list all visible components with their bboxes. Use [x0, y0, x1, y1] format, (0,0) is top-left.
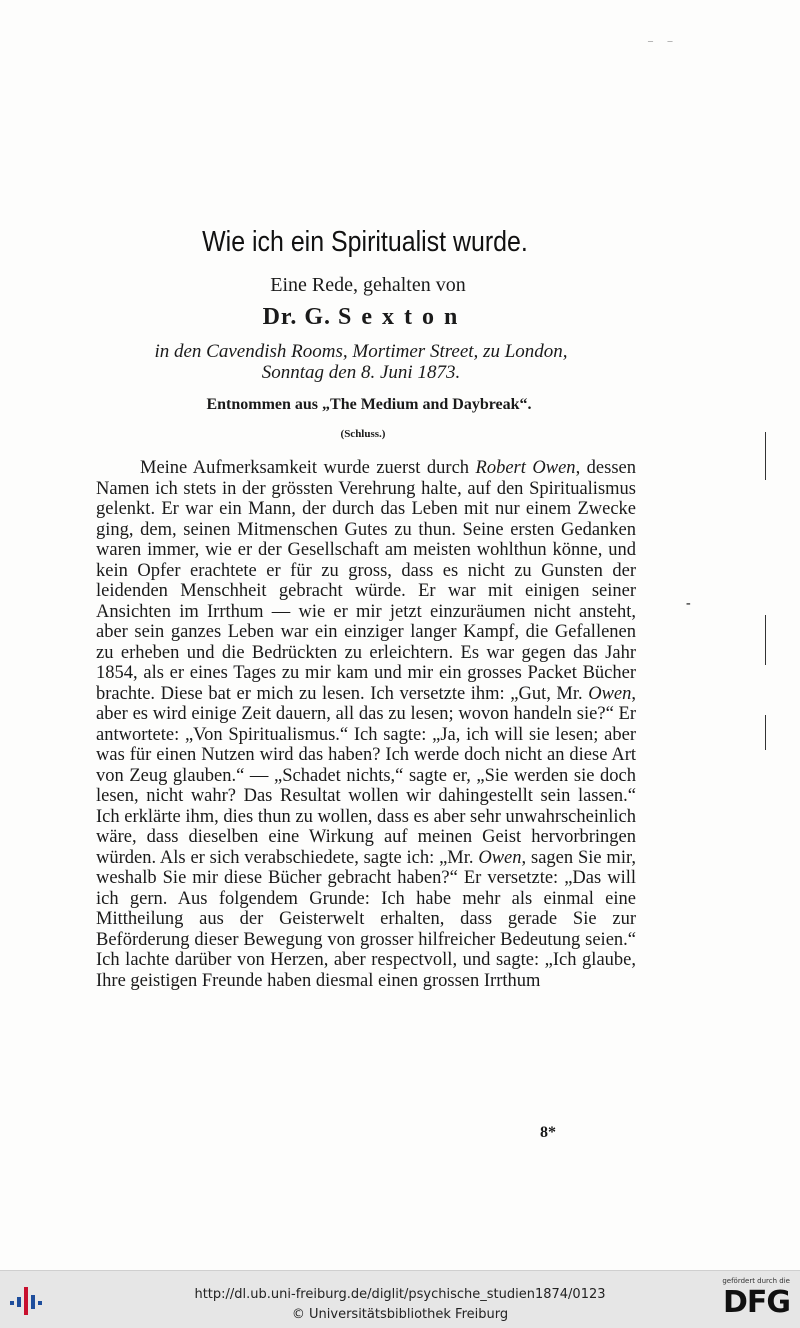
name-robert-owen: Robert Owen: [475, 458, 576, 478]
body-text-d: , sagen Sie mir, weshalb Sie mir diese Bücher gebracht haben?“ Er versetzte: „Das will ich gern. Aus folgendem Grunde: Ich habe mehr als einmal eine Mittheilung aus der Geisterwelt erhalten, dass gerade Sie zur Beförderung dieser Bewegung von grosser hilfreicher Bedeutung seien.“ Ich lachte darüber von Herzen, aber respectvoll, und sagte: „Ich glaube, Ihre geistigen Freunde haben diesmal einen grossen Irrthum: [96, 847, 636, 991]
corner-mark: – –: [648, 36, 679, 47]
venue: [0, 341, 722, 383]
document-url[interactable]: http://dl.ub.uni-freiburg.de/diglit/psychische_studien1874/0123: [194, 1287, 606, 1302]
margin-dot: -: [686, 596, 691, 611]
name-owen-1: Owen: [588, 683, 632, 704]
margin-line: [765, 715, 766, 750]
body-text-a: Meine Aufmerksamkeit wurde zuerst durch: [140, 458, 476, 478]
dfg-tagline: gefördert durch die: [722, 1277, 790, 1285]
article-author: [0, 304, 730, 331]
body-text-c: , aber es wird einige Zeit dauern, all das zu lesen; wovon handeln sie?“ Er antwortete: „Von Spiritualismus.“ Ich sagte: „Ja, ich will sie lesen; aber was für einen Nutzen wird das haben? Ich werde doch nicht an diese Art von Zeug glauben.“ — „Schadet nichts,“ sagte er, „Sie werden sie doch lesen, nicht wahr? Das Resultat wollen wir dahingestellt sein lassen.“ Ich erklärte ihm, dies thun zu wollen, dass es aber sehr unwahrscheinlich wäre, dass dieselben eine Wirkung auf meinen Geist hervorbringen würden. Als er sich verabschiedete, sagte ich: „Mr.: [96, 683, 636, 868]
margin-line: [765, 432, 766, 480]
copyright: © Universitätsbibliothek Freiburg: [291, 1307, 509, 1322]
name-owen-2: Owen: [478, 847, 522, 868]
dfg-logo-icon[interactable]: DFG: [722, 1285, 790, 1320]
article-title: Wie ich ein Spiritualist wurde.: [202, 226, 528, 258]
continuation-note: (Schluss.): [340, 428, 386, 440]
margin-line: [765, 615, 766, 665]
signature-mark: 8*: [540, 1124, 556, 1141]
viewer-footer: [0, 1270, 800, 1328]
author-prefix: Dr. G.: [262, 304, 332, 330]
author-name: Sexton: [338, 304, 468, 330]
source-note: Entnommen aus „The Medium and Daybreak“.: [206, 396, 532, 413]
venue-line-1: in den Cavendish Rooms, Mortimer Street, zu London,: [154, 341, 568, 362]
article-subtitle: Eine Rede, gehalten von: [270, 274, 466, 296]
body-text-b: , dessen Namen ich stets in der grössten Verehrung halte, auf den Spiritualismus gelenkt. Er war ein Mann, der durch das Leben mit nur einem Zwecke ging, dem, seinen Mitmenschen Gutes zu thun. Seine ersten Gedanken waren immer, wie er der Gesellschaft am meisten wohlthun könne, und kein Opfer erachtete er für zu gross, dass es nicht zu Gunsten der leidenden Menschheit gebracht würde. Er war mit einigen seiner Ansichten im Irrthum — wie er mir jetzt einzuräumen nicht ansteht, aber sein ganzes Leben war ein einziger langer Kampf, die Gefallenen zu erheben und die Bedrückten zu erleichtern. Es war gegen das Jahr 1854, als er eines Tages zu mir kam und mir ein grosses Packet Bücher brachte. Diese bat er mich zu lesen. Ich versetzte ihm: „Gut, Mr.: [96, 458, 636, 704]
venue-line-2: Sonntag den 8. Juni 1873.: [261, 362, 461, 383]
body-paragraph: [96, 458, 636, 991]
